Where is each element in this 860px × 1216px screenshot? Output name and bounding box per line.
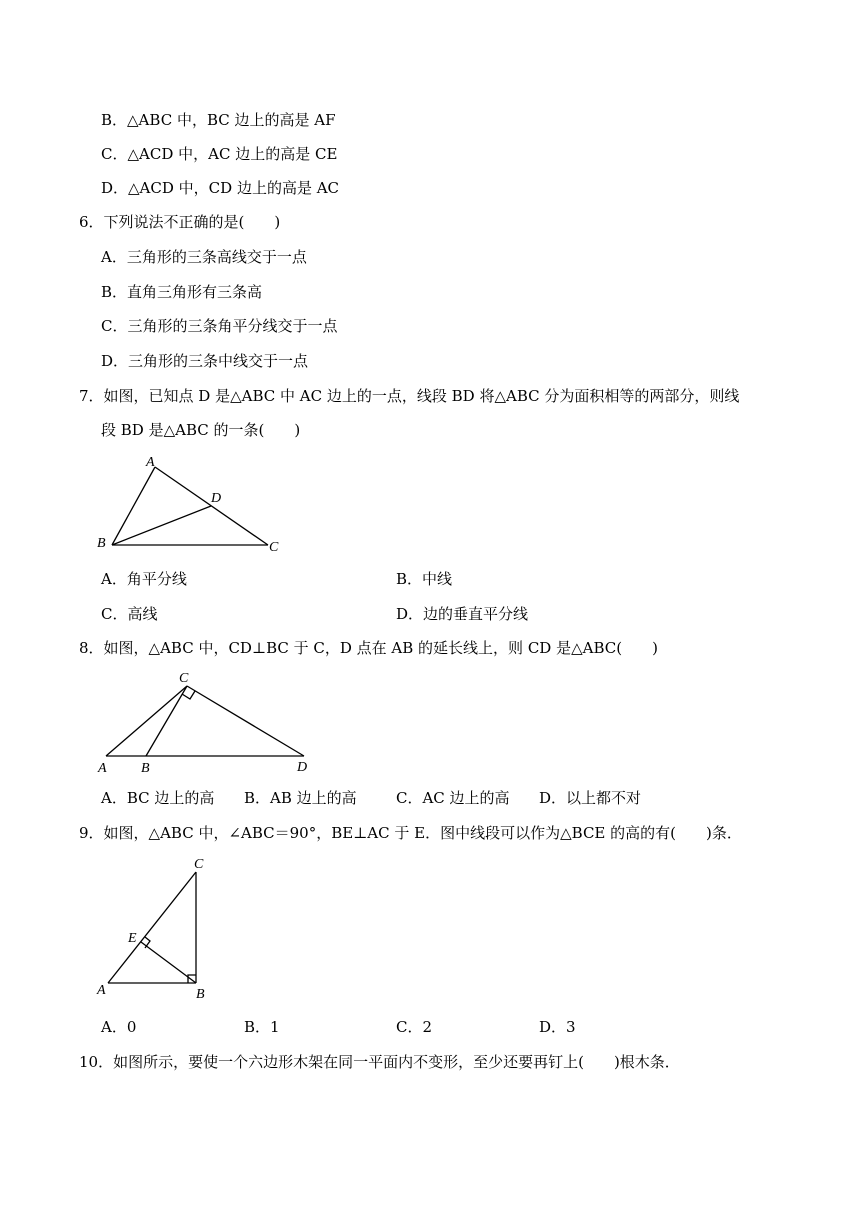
q7-label-c: C [269,540,279,555]
q7-option-a: A．角平分线 [101,570,187,588]
q8-label-a: A [98,761,107,776]
q8-segment-cd [187,686,304,756]
q7-label-d: D [211,491,222,506]
q7-figure [90,450,290,560]
q9-option-c: C．2 [396,1018,433,1036]
q6-option-c: C．三角形的三条角平分线交于一点 [101,317,338,335]
q6-option-d: D．三角形的三条中线交于一点 [101,352,309,370]
q8-label-b: B [141,761,150,776]
q9-label-b: B [196,987,205,1002]
q9-option-b: B．1 [244,1018,280,1036]
q8-side-ac [106,686,187,756]
q8-option-c: C．AC 边上的高 [396,789,510,807]
q9-figure [90,850,220,1005]
q8-stem: 8．如图，△ABC 中，CD⊥BC 于 C，D 点在 AB 的延长线上，则 CD 是△ABC( ) [79,639,658,657]
q10-stem: 10．如图所示，要使一个六边形木架在同一平面内不变形，至少还要再钉上( )根木条． [79,1053,680,1071]
q7-label-b: B [97,536,106,551]
q6-option-b: B．直角三角形有三条高 [101,283,263,301]
q5-option-b: B．△ABC 中，BC 边上的高是 AF [101,111,336,129]
q5-option-c: C．△ACD 中，AC 边上的高是 CE [101,145,338,163]
q7-segment-bd [112,506,211,545]
q8-option-d: D．以上都不对 [539,789,642,807]
q7-option-c: C．高线 [101,605,158,623]
q7-label-a: A [146,455,155,470]
q9-stem: 9．如图，△ABC 中，∠ABC＝90°，BE⊥AC 于 E．图中线段可以作为△BCE 的高的有( )条． [79,824,742,842]
q8-option-a: A．BC 边上的高 [101,789,215,807]
q8-option-b: B．AB 边上的高 [244,789,357,807]
q7-stem-line2: 段 BD 是△ABC 的一条( ) [101,421,301,439]
q6-option-a: A．三角形的三条高线交于一点 [101,248,307,266]
q9-label-c: C [194,857,204,872]
q9-option-a: A．0 [101,1018,137,1036]
q8-figure [90,665,320,775]
q7-option-b: B．中线 [396,570,453,588]
q5-option-d: D．△ACD 中，CD 边上的高是 AC [101,179,340,197]
q7-option-d: D．边的垂直平分线 [396,605,529,623]
q9-label-a: A [97,983,106,998]
q9-option-d: D．3 [539,1018,576,1036]
q9-side-ac [108,872,196,983]
q7-side-ab [112,467,155,545]
q7-side-ac [155,467,268,545]
q9-label-e: E [128,931,137,946]
q8-label-c: C [179,671,189,686]
q8-side-bc [146,686,187,756]
q6-stem: 6．下列说法不正确的是( ) [79,213,281,231]
q8-label-d: D [297,760,308,775]
q7-stem-line1: 7．如图，已知点 D 是△ABC 中 AC 边上的一点，线段 BD 将△ABC 分为面积相等的两部分，则线 [79,387,740,405]
